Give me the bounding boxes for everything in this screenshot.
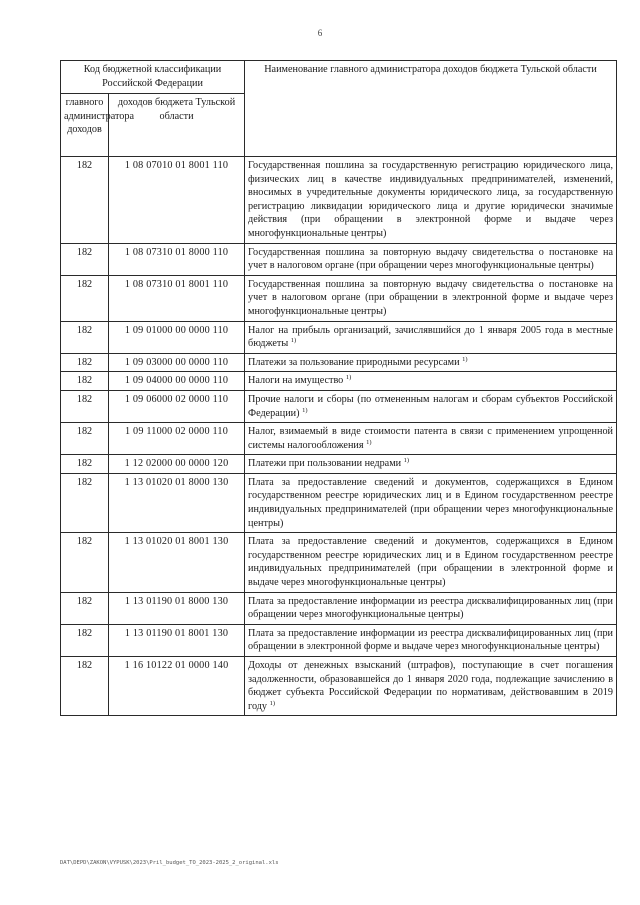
header-income-column: доходов бюджета Тульской области: [109, 94, 245, 157]
admin-code-cell: 182: [61, 592, 109, 624]
header-name-column: Наименование главного администратора доходов бюджета Тульской области: [245, 61, 617, 157]
footnote-marker: 1): [403, 457, 410, 465]
income-name-text: Плата за предоставление информации из реестра дисквалифицированных лиц (при обращении через многофункциональные центры): [248, 595, 614, 621]
admin-code-cell: 182: [61, 243, 109, 275]
admin-code-cell: 182: [61, 372, 109, 391]
income-name-cell: [245, 423, 617, 455]
income-name-text: Плата за предоставление информации из реестра дисквалифицированных лиц (при обращении в электронной форме и выдаче через многофункциональные центры): [248, 627, 614, 653]
admin-code-cell: 182: [61, 275, 109, 321]
header-code-group: Код бюджетной классификации Российской Федерации: [61, 61, 245, 94]
admin-code-cell: 182: [61, 157, 109, 244]
income-name-cell: [245, 657, 617, 716]
income-code-cell: 1 08 07010 01 8001 110: [109, 157, 245, 244]
income-name-cell: [245, 624, 617, 656]
income-name-cell: [245, 372, 617, 391]
income-name-cell: [245, 533, 617, 592]
table-row: [61, 157, 617, 244]
table-row: [61, 243, 617, 275]
table-row: [61, 390, 617, 422]
table-row: [61, 372, 617, 391]
income-name-text: Налог на прибыль организаций, зачислявшийся до 1 января 2005 года в местные бюджеты: [248, 324, 614, 350]
income-name-cell: [245, 592, 617, 624]
footnote-marker: 1): [345, 374, 352, 382]
file-path-footer: DAT\DEPD\ZAKON\VYPUSK\2023\Pril_budget_TO_2023-2025_2_original.xls: [60, 860, 279, 866]
table-body: [61, 157, 617, 716]
income-code-cell: 1 09 04000 00 0000 110: [109, 372, 245, 391]
footnote-marker: 1): [269, 699, 275, 707]
header-admin-column: главного администратора доходов: [61, 94, 109, 157]
income-name-cell: [245, 353, 617, 372]
income-name-text: Государственная пошлина за повторную выдачу свидетельства о постановке на учет в налоговом органе (при обращении через многофункциональные центры): [248, 246, 614, 272]
admin-code-cell: 182: [61, 353, 109, 372]
table-row: [61, 423, 617, 455]
footnote-marker: 1): [462, 355, 468, 363]
admin-code-cell: 182: [61, 455, 109, 474]
income-code-cell: 1 09 11000 02 0000 110: [109, 423, 245, 455]
income-code-cell: 1 13 01020 01 8001 130: [109, 533, 245, 592]
income-name-text: Доходы от денежных взысканий (штрафов), поступающие в счет погашения задолженности, образовавшейся до 1 января 2020 года, подлежащие зачислению в бюджет субъекта Российской Федерации по нормативам, действовавшим в 2019 году: [248, 660, 614, 712]
income-name-cell: [245, 321, 617, 353]
income-name-text: Плата за предоставление сведений и документов, содержащихся в Едином государственном реестре юридических лиц и в Едином государственном реестре индивидуальных предпринимателей (при обращении через многофункциональные центры): [248, 476, 614, 529]
income-name-text: Платежи при пользовании недрами: [248, 458, 402, 470]
income-code-cell: 1 09 03000 00 0000 110: [109, 353, 245, 372]
table-header-row: [61, 61, 617, 94]
admin-code-cell: 182: [61, 473, 109, 532]
table-row: [61, 275, 617, 321]
income-code-cell: 1 13 01190 01 8000 130: [109, 592, 245, 624]
income-code-cell: 1 09 06000 02 0000 110: [109, 390, 245, 422]
table-row: [61, 592, 617, 624]
income-name-cell: [245, 473, 617, 532]
income-name-cell: [245, 157, 617, 244]
income-code-cell: 1 08 07310 01 8000 110: [109, 243, 245, 275]
admin-code-cell: 182: [61, 657, 109, 716]
income-code-cell: 1 09 01000 00 0000 110: [109, 321, 245, 353]
admin-code-cell: 182: [61, 390, 109, 422]
income-name-text: Государственная пошлина за повторную выдачу свидетельства о постановке на учет в налоговом органе (при обращении в электронной форме и выдаче через многофункциональные центры): [248, 278, 614, 317]
income-name-text: Платежи за пользование природными ресурсами: [248, 356, 460, 368]
income-code-cell: 1 08 07310 01 8001 110: [109, 275, 245, 321]
income-code-cell: 1 16 10122 01 0000 140: [109, 657, 245, 716]
footnote-marker: 1): [290, 337, 297, 345]
income-name-text: Налог, взимаемый в виде стоимости патента в связи с применением упрощенной системы налогообложения: [248, 426, 614, 451]
admin-code-cell: 182: [61, 624, 109, 656]
income-code-cell: 1 12 02000 00 0000 120: [109, 455, 245, 474]
income-name-text: Государственная пошлина за государственную регистрацию юридического лица, физических лиц в качестве индивидуальных предпринимателей, изменений, вносимых в учредительные документы юридического лица, за государственную регистрацию ликвидации юридического лица и другие юридически значимые действия (при обращении в электронной форме и выдаче через многофункциональные центры): [248, 160, 614, 239]
admin-code-cell: 182: [61, 533, 109, 592]
income-code-cell: 1 13 01020 01 8000 130: [109, 473, 245, 532]
table-row: [61, 321, 617, 353]
page-number: 6: [317, 28, 323, 38]
table-row: [61, 353, 617, 372]
table-row: [61, 657, 617, 716]
income-name-cell: [245, 455, 617, 474]
income-name-text: Плата за предоставление сведений и документов, содержащихся в Едином государственном реестре юридических лиц и в Едином государственном реестре индивидуальных предпринимателей (при обращении в электронной форме и выдаче через многофункциональные центры): [248, 536, 614, 589]
income-code-cell: 1 13 01190 01 8001 130: [109, 624, 245, 656]
footnote-marker: 1): [302, 406, 308, 414]
income-name-text: Налоги на имущество: [248, 375, 344, 387]
admin-code-cell: 182: [61, 321, 109, 353]
footnote-marker: 1): [366, 438, 372, 446]
table-row: [61, 455, 617, 474]
income-name-cell: [245, 275, 617, 321]
table-row: [61, 473, 617, 532]
table-row: [61, 533, 617, 592]
income-name-cell: [245, 243, 617, 275]
income-name-cell: [245, 390, 617, 422]
income-name-text: Прочие налоги и сборы (по отмененным налогам и сборам субъектов Российской Федерации): [248, 393, 614, 419]
admin-code-cell: 182: [61, 423, 109, 455]
budget-classification-table: [60, 60, 617, 716]
table-row: [61, 624, 617, 656]
